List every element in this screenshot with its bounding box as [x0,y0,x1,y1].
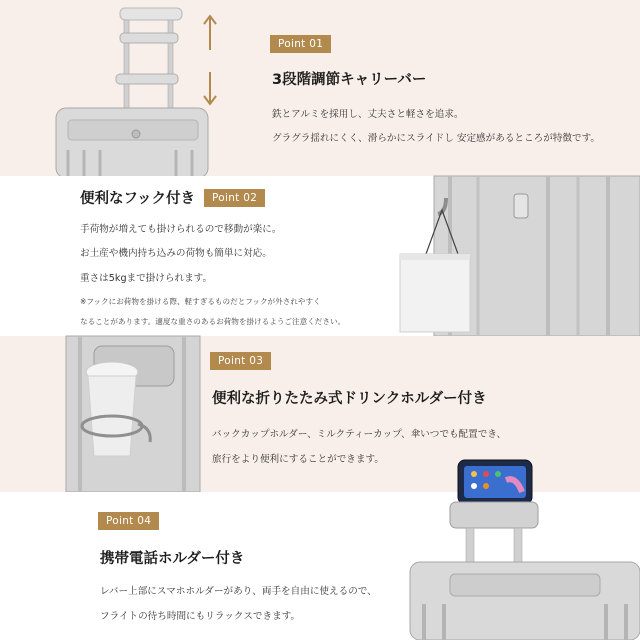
section-2-line-3: 重さは5kgまで掛けられます。 [80,273,213,284]
section-1-line-1: 鉄とアルミを採用し、丈夫さと軽さを追求。 [272,109,464,120]
suitcase-cup-holder-image [66,336,200,492]
section-1-title: 3段階調節キャリーバー [272,72,427,88]
section-4-title: 携帯電話ホルダー付き [100,551,245,567]
section-2-title: 便利なフック付き [80,191,195,207]
point-04-badge: Point 04 [98,512,159,530]
section-2-line-1: 手荷物が増えても掛けられるので移動が楽に。 [80,224,282,235]
section-4-line-2: フライトの待ち時間にもリラックスできます。 [100,611,301,622]
suitcase-phone-holder-image [410,456,640,640]
point-02-badge: Point 02 [204,189,265,207]
section-2-note-2: なることがあります。適度な重さのあるお荷物を掛けるようご注意ください。 [80,317,346,326]
suitcase-hook-bag-image [398,176,640,336]
section-4-line-1: レバー上部にスマホホルダーがあり、両手を自由に使えるので、 [100,586,377,597]
section-3-line-2: 旅行をより便利にすることができます。 [212,454,384,465]
section-3-title: 便利な折りたたみ式ドリンクホルダー付き [212,391,487,407]
section-3-line-1: バックカップホルダー、ミルクティーカップ、傘いつでも配置でき、 [212,429,507,440]
up-down-arrow-icon [202,14,218,106]
section-2-note-1: ※フックにお荷物を掛ける際、軽すぎるものだとフックが外されやすく [80,297,321,306]
point-01-badge: Point 01 [270,35,331,53]
suitcase-trolley-image [48,0,208,176]
section-1-line-2: グラグラ揺れにくく、滑らかにスライドし 安定感があるところが特徴です。 [272,133,600,144]
point-03-badge: Point 03 [210,352,271,370]
section-2-line-2: お土産や機内持ち込みの荷物も簡単に対応。 [80,248,272,259]
